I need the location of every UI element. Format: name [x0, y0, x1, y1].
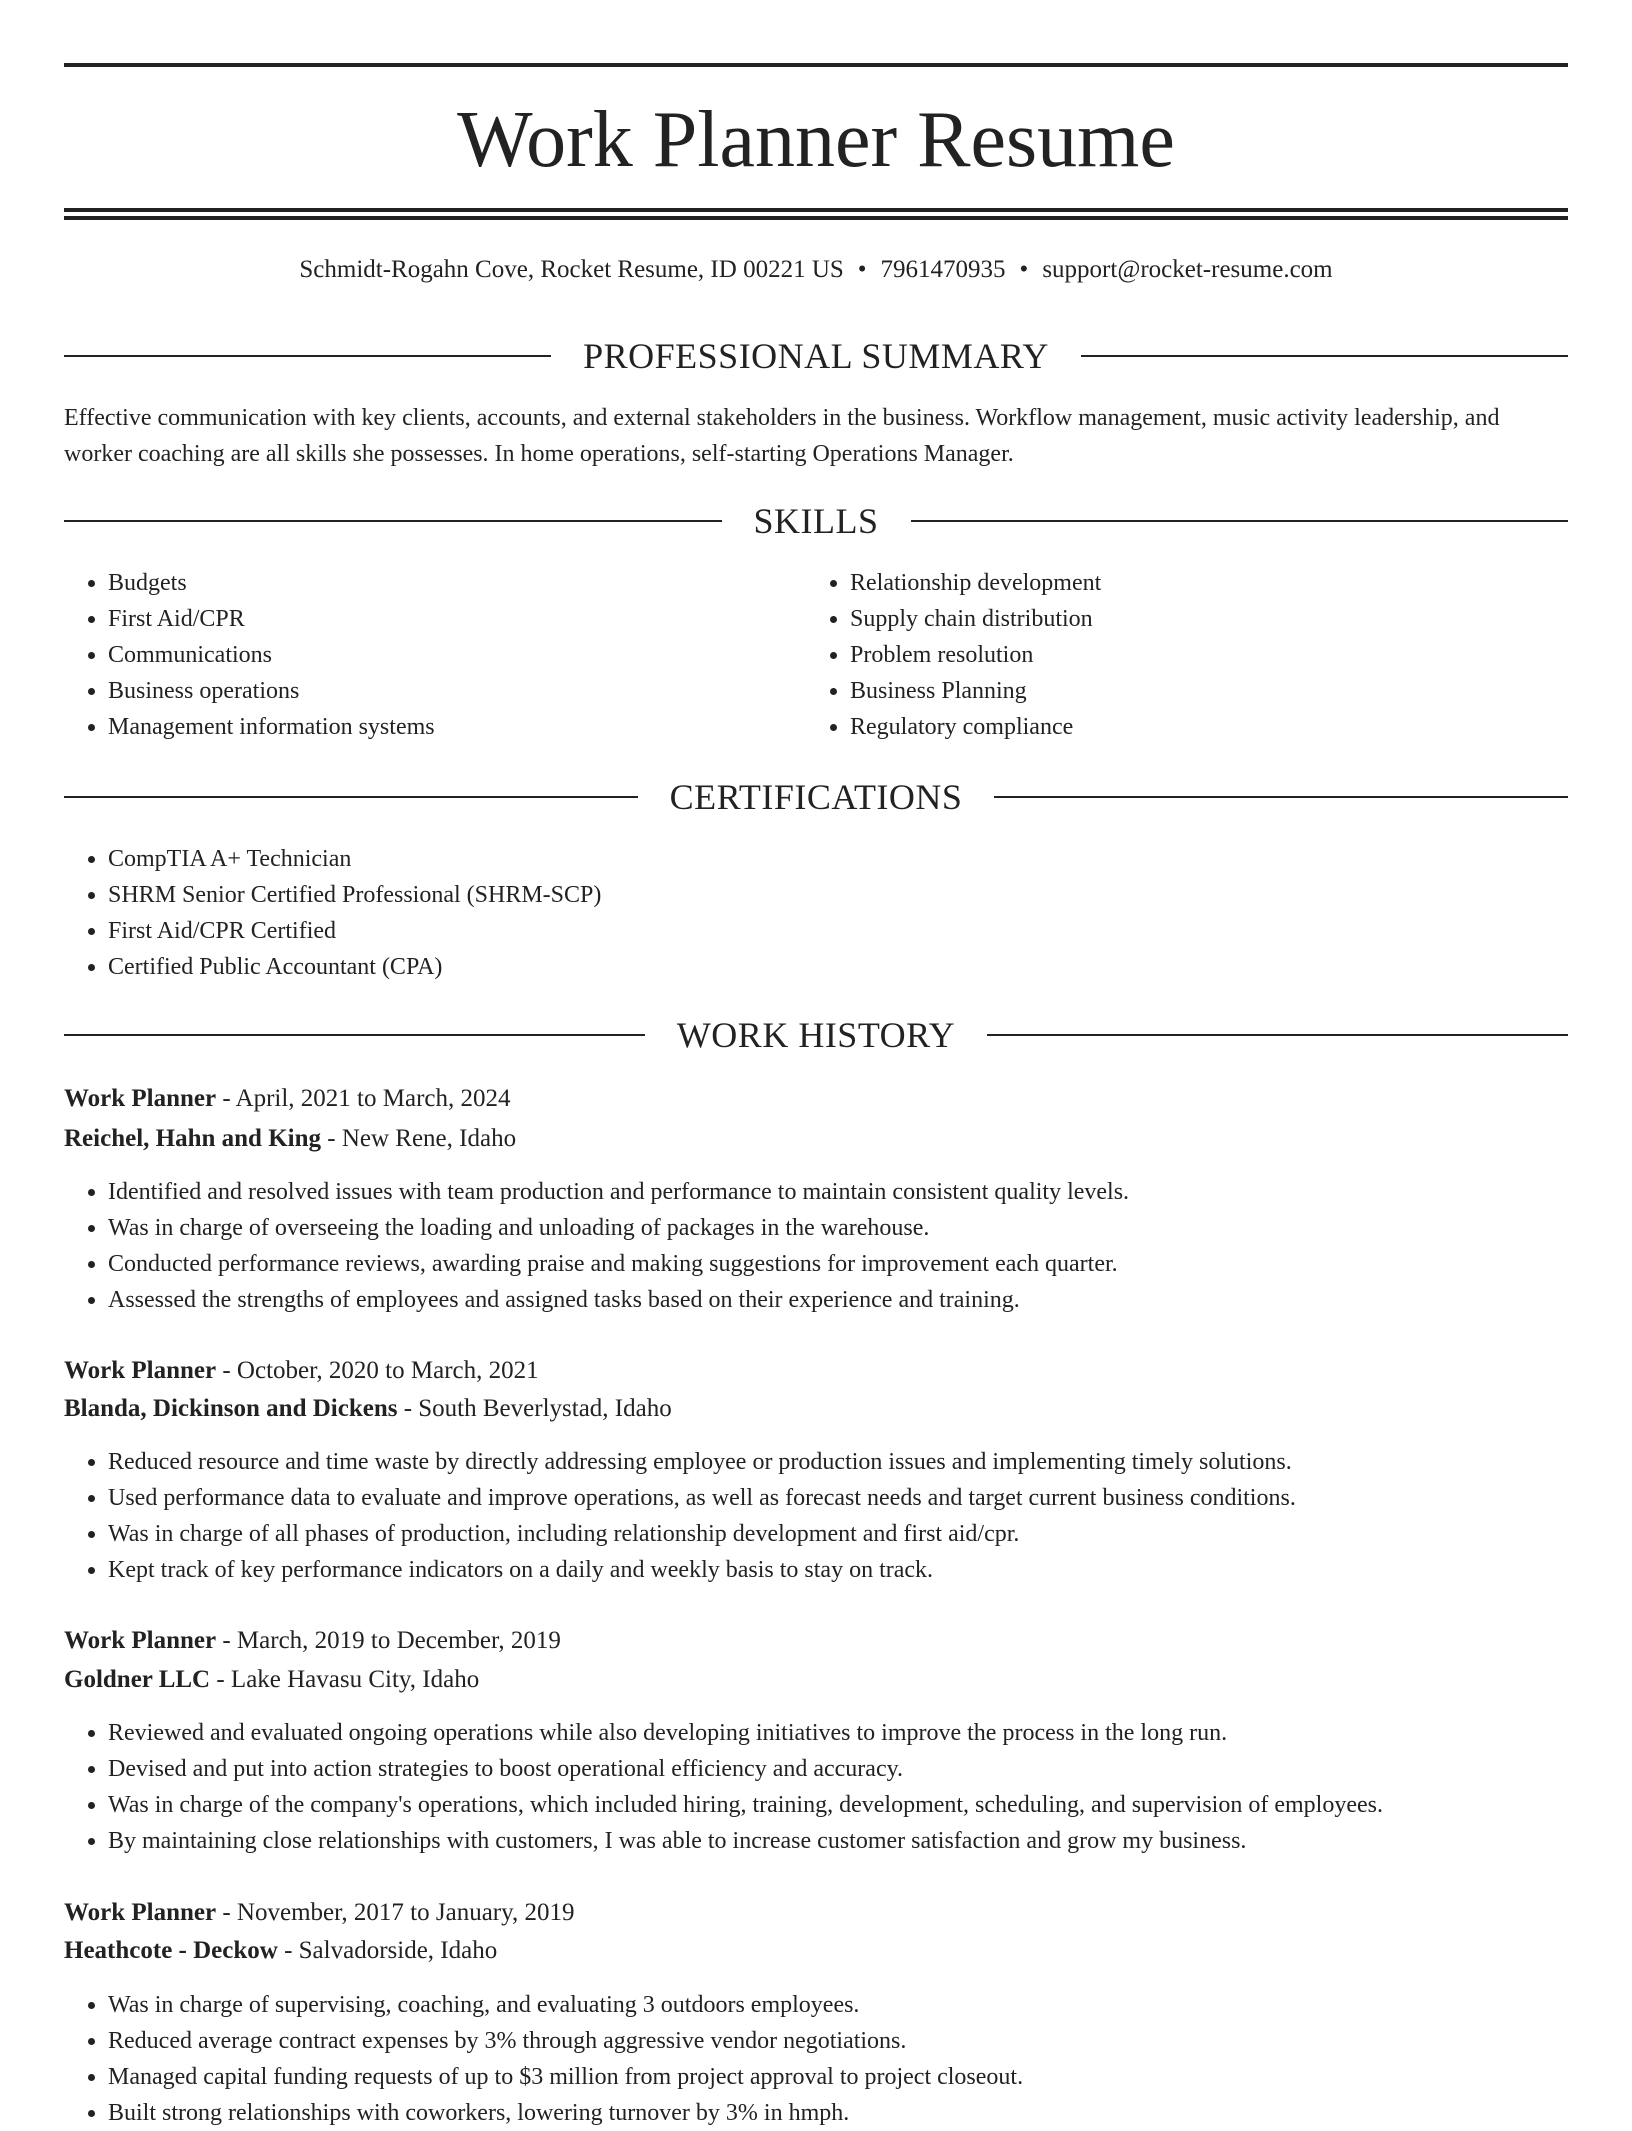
- heading-rule-left: [64, 355, 551, 357]
- document-title: Work Planner Resume: [457, 96, 1175, 184]
- job-dates: - November, 2017 to January, 2019: [216, 1899, 575, 1926]
- job-title: Work Planner: [64, 1357, 217, 1384]
- job-bullet: • Reviewed and evaluated ongoing operations while also developing initiatives to improve the process in the long run.: [108, 1715, 1588, 1751]
- job-bullets: [64, 1715, 1588, 1859]
- job-dates: - October, 2020 to March, 2021: [216, 1357, 539, 1384]
- header-rule-2: [64, 216, 1568, 220]
- job-bullet: • Was in charge of supervising, coaching, and evaluating 3 outdoors employees.: [108, 1987, 1568, 2023]
- heading-rule-right: [994, 796, 1568, 798]
- skill-item: • Supply chain distribution: [850, 601, 1550, 637]
- job-title: Work Planner: [64, 1899, 217, 1926]
- job-bullet: • Identified and resolved issues with team production and performance to maintain consistent quality levels.: [108, 1174, 1568, 1210]
- contact-separator: •: [1019, 256, 1029, 283]
- job-bullet: • Built strong relationships with coworkers, lowering turnover by 3% in hmph.: [108, 2095, 1568, 2131]
- section-title: WORK HISTORY: [676, 1015, 956, 1055]
- job-title: Work Planner: [64, 1627, 217, 1654]
- summary-text: Effective communication with key clients, accounts, and external stakeholders in the business. Workflow management, music activity leadership, and worker coaching are all skills she possesses. In home operations, self-starting Operations Manager.: [64, 405, 1500, 467]
- job-company: Heathcote - Deckow: [64, 1937, 278, 1964]
- job-title-line: [64, 1622, 1568, 1660]
- heading-rule-left: [64, 520, 722, 522]
- job-bullet: • Assessed the strengths of employees and assigned tasks based on their experience and training.: [108, 1282, 1568, 1318]
- header-top-rule: [64, 63, 1568, 67]
- job-location: - Lake Havasu City, Idaho: [210, 1666, 480, 1693]
- heading-rule-left: [64, 796, 638, 798]
- job-title-line: [64, 1352, 1568, 1390]
- contact-email: support@rocket-resume.com: [1042, 256, 1333, 283]
- contact-info: [64, 254, 1568, 286]
- heading-rule-right: [1081, 355, 1568, 357]
- header-rule-1: [64, 208, 1568, 212]
- skill-item: • Problem resolution: [850, 637, 1550, 673]
- job-title-line: [64, 1894, 1568, 1932]
- skill-item: • Budgets: [108, 565, 808, 601]
- job-bullet: • Was in charge of the company's operations, which included hiring, training, development, scheduling, and supervision of employees.: [108, 1787, 1588, 1823]
- skill-item: • First Aid/CPR: [108, 601, 808, 637]
- job-company: Reichel, Hahn and King: [64, 1125, 321, 1152]
- skill-item: • Communications: [108, 637, 808, 673]
- certification-item: • First Aid/CPR Certified: [108, 913, 1568, 949]
- heading-rule-left: [64, 1034, 645, 1036]
- contact-separator: •: [857, 256, 867, 283]
- section-heading-certifications: [64, 775, 1568, 819]
- job-location: - South Beverlystad, Idaho: [397, 1395, 672, 1422]
- job-bullets: [64, 1174, 1568, 1318]
- job-company-line: [64, 1120, 1568, 1158]
- job-bullet: • Used performance data to evaluate and improve operations, as well as forecast needs and target current business conditions.: [108, 1480, 1568, 1516]
- job-dates: - April, 2021 to March, 2024: [216, 1085, 511, 1112]
- job-bullet: • Managed capital funding requests of up to $3 million from project approval to project closeout.: [108, 2059, 1568, 2095]
- skills-list-right: [806, 565, 1550, 745]
- job-location: - New Rene, Idaho: [321, 1125, 517, 1152]
- contact-phone: 7961470935: [880, 256, 1006, 283]
- section-title: SKILLS: [753, 501, 879, 541]
- section-title: PROFESSIONAL SUMMARY: [583, 336, 1049, 376]
- certifications-list: [64, 841, 1568, 985]
- job-bullets: [64, 1987, 1568, 2131]
- job-bullet: • Reduced resource and time waste by directly addressing employee or production issues and implementing timely solutions.: [108, 1444, 1568, 1480]
- skill-item: • Management information systems: [108, 709, 808, 745]
- job-bullet: • Devised and put into action strategies to boost operational efficiency and accuracy.: [108, 1751, 1588, 1787]
- job-bullet: • Kept track of key performance indicators on a daily and weekly basis to stay on track.: [108, 1552, 1568, 1588]
- skills-list-left: [64, 565, 808, 745]
- job-company: Blanda, Dickinson and Dickens: [64, 1395, 398, 1422]
- skill-item: • Business Planning: [850, 673, 1550, 709]
- section-heading-skills: [64, 499, 1568, 543]
- job-bullet: • Was in charge of overseeing the loading and unloading of packages in the warehouse.: [108, 1210, 1568, 1246]
- job-location: - Salvadorside, Idaho: [277, 1937, 498, 1964]
- job-bullet: • Reduced average contract expenses by 3% through aggressive vendor negotiations.: [108, 2023, 1568, 2059]
- certification-item: • CompTIA A+ Technician: [108, 841, 1568, 877]
- job-bullet: • Conducted performance reviews, awarding praise and making suggestions for improvement each quarter.: [108, 1246, 1568, 1282]
- job-title: Work Planner: [64, 1085, 217, 1112]
- certification-item: • Certified Public Accountant (CPA): [108, 949, 1568, 985]
- job-bullets: [64, 1444, 1568, 1588]
- job-dates: - March, 2019 to December, 2019: [216, 1627, 561, 1654]
- section-heading-work-history: [64, 1013, 1568, 1057]
- certification-item: • SHRM Senior Certified Professional (SHRM-SCP): [108, 877, 1568, 913]
- job-company-line: [64, 1661, 1568, 1699]
- job-company-line: [64, 1932, 1568, 1970]
- section-title: CERTIFICATIONS: [669, 777, 963, 817]
- heading-rule-right: [987, 1034, 1568, 1036]
- skill-item: • Relationship development: [850, 565, 1550, 601]
- job-bullet: • By maintaining close relationships with customers, I was able to increase customer satisfaction and grow my business.: [108, 1823, 1588, 1859]
- heading-rule-right: [911, 520, 1569, 522]
- job-company-line: [64, 1390, 1568, 1428]
- job-title-line: [64, 1080, 1568, 1118]
- skill-item: • Business operations: [108, 673, 808, 709]
- section-heading-summary: [64, 334, 1568, 378]
- skill-item: • Regulatory compliance: [850, 709, 1550, 745]
- job-company: Goldner LLC: [64, 1666, 211, 1693]
- contact-address: Schmidt-Rogahn Cove, Rocket Resume, ID 00221 US: [299, 256, 844, 283]
- job-bullet: • Was in charge of all phases of production, including relationship development and first aid/cpr.: [108, 1516, 1568, 1552]
